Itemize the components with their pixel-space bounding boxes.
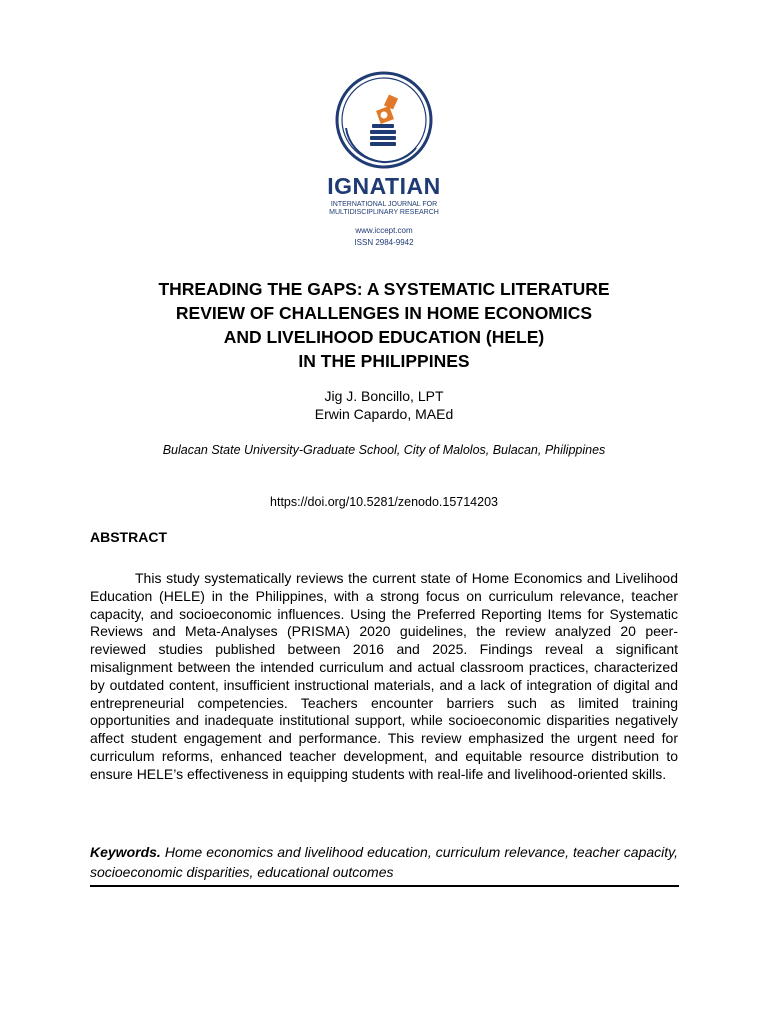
author-affiliation: Bulacan State University-Graduate School, City of Malolos, Bulacan, Philippines: [162, 443, 606, 457]
author-name: Jig J. Boncillo, LPT: [324, 388, 444, 404]
abstract-heading: ABSTRACT: [90, 529, 167, 545]
title-line: THREADING THE GAPS: A SYSTEMATIC LITERATURE: [158, 279, 610, 299]
journal-logo: [312, 68, 456, 252]
author-name: Erwin Capardo, MAEd: [314, 406, 454, 422]
keywords-label: Keywords.: [90, 844, 161, 860]
journal-name: IGNATIAN: [327, 173, 441, 199]
journal-issn: ISSN 2984-9942: [354, 238, 414, 247]
journal-url: www.iccept.com: [355, 226, 413, 235]
section-divider: [90, 885, 679, 887]
keywords-text: Home economics and livelihood education, curriculum relevance, teacher capacity, socioeconomic disparities, educational outcomes: [90, 844, 679, 880]
journal-subtitle: INTERNATIONAL JOURNAL FOR MULTIDISCIPLINARY RESEARCH: [329, 201, 439, 216]
title-line: AND LIVELIHOOD EDUCATION (HELE): [223, 327, 545, 347]
paper-title: [90, 277, 678, 373]
abstract-body: This study systematically reviews the current state of Home Economics and Livelihood Education (HELE) in the Philippines, with a strong focus on curriculum relevance, teacher capacity, and socioeconomic influences. Using the Preferred Reporting Items for Systematic Reviews and Meta-Analyses (PRISMA) 2020 guidelines, the review analyzed 20 peer-reviewed studies published between 2016 and 2025. Findings reveal a significant misalignment between the intended curriculum and actual classroom practices, characterized by outdated content, insufficient instructional materials, and a lack of integration of digital and entrepreneurial competencies. Teachers encounter barriers such as limited training opportunities and inadequate institutional support, while socioeconomic disparities negatively affect student engagement and performance. This review emphasized the urgent need for curriculum reforms, enhanced teacher development, and equitable resource distribution to ensure HELE’s effectiveness in equipping students with real-life and livelihood-oriented skills.: [90, 570, 678, 782]
keywords: [90, 842, 678, 882]
doi-link[interactable]: https://doi.org/10.5281/zenodo.15714203: [270, 495, 498, 509]
title-line: REVIEW OF CHALLENGES IN HOME ECONOMICS: [175, 303, 593, 323]
author-list: [90, 387, 678, 423]
journal-emblem-icon: [332, 68, 436, 172]
title-line: IN THE PHILIPPINES: [298, 351, 470, 371]
